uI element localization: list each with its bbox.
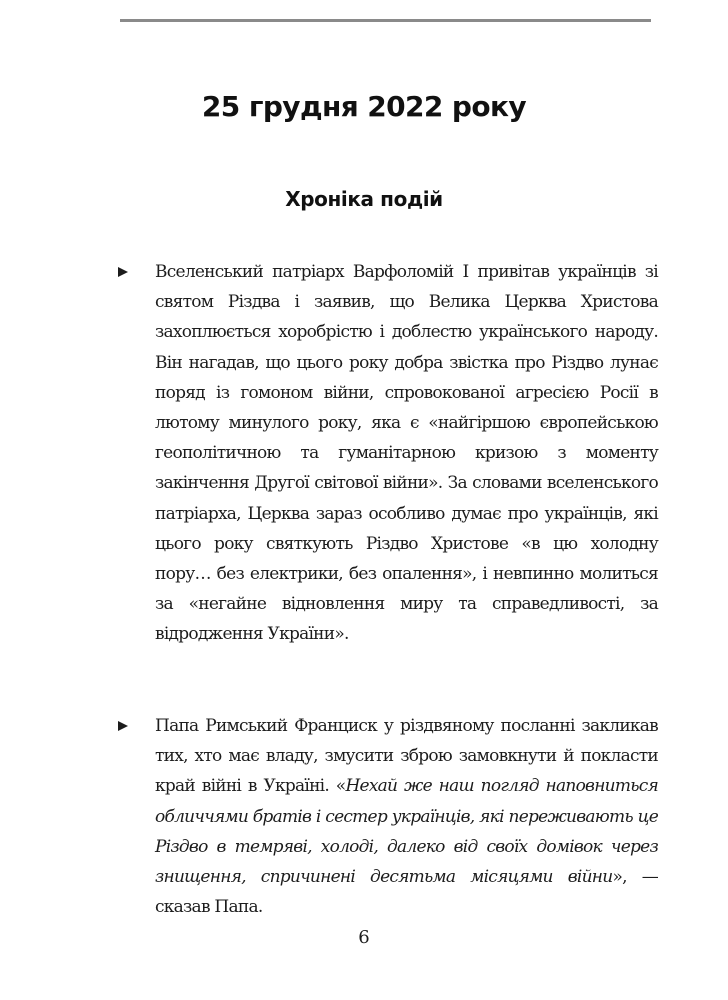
triangle-bullet-icon (118, 267, 128, 277)
list-item (118, 711, 658, 922)
section-heading: Хроніка подій (285, 187, 443, 211)
paragraph-pope-end: », — сказав Папа. (155, 867, 659, 918)
paragraph-pope (155, 711, 658, 922)
triangle-bullet-icon (118, 721, 128, 731)
paragraph-pope-start: Папа Римський Франциск у різдвяному посланні закликав тих, хто має владу, змусити зброю замовкнути й покласти край війні в Україні. « (155, 716, 658, 797)
page-number: 6 (358, 927, 370, 948)
paragraph-pope-quote: Нехай же наш погляд наповниться обличчями братів і сестер українців, які переживають це Різдво в темряві, холоді, далеко від своїх домівок через знищення, спричинені десятьма місяцями війни (155, 776, 658, 888)
date-heading: 25 грудня 2022 року (201, 90, 527, 123)
list-item (118, 257, 658, 650)
top-rule (120, 19, 651, 22)
paragraph-patriarch: Вселенський патріарх Варфоломій I привітав українців зі святом Різдва і заявив, що Велика Церква Христова захоплюється хоробрістю і доблестю українського народу. Він нагадав, що цього року добра звістка про Різдво лунає поряд із гомоном війни, спровокованої агресією Росії в лютому минулого року, яка є «найгіршою європейською геополітичною та гуманітарною кризою з моменту закінчення Другої світової війни». За словами вселенського патріарха, Церква зараз особливо думає про українців, які цього року святкують Різдво Христове «в цю холодну пору… без електрики, без опалення», і невпинно молиться за «негайне відновлення миру та справедливості, за відродження України». (155, 262, 658, 645)
